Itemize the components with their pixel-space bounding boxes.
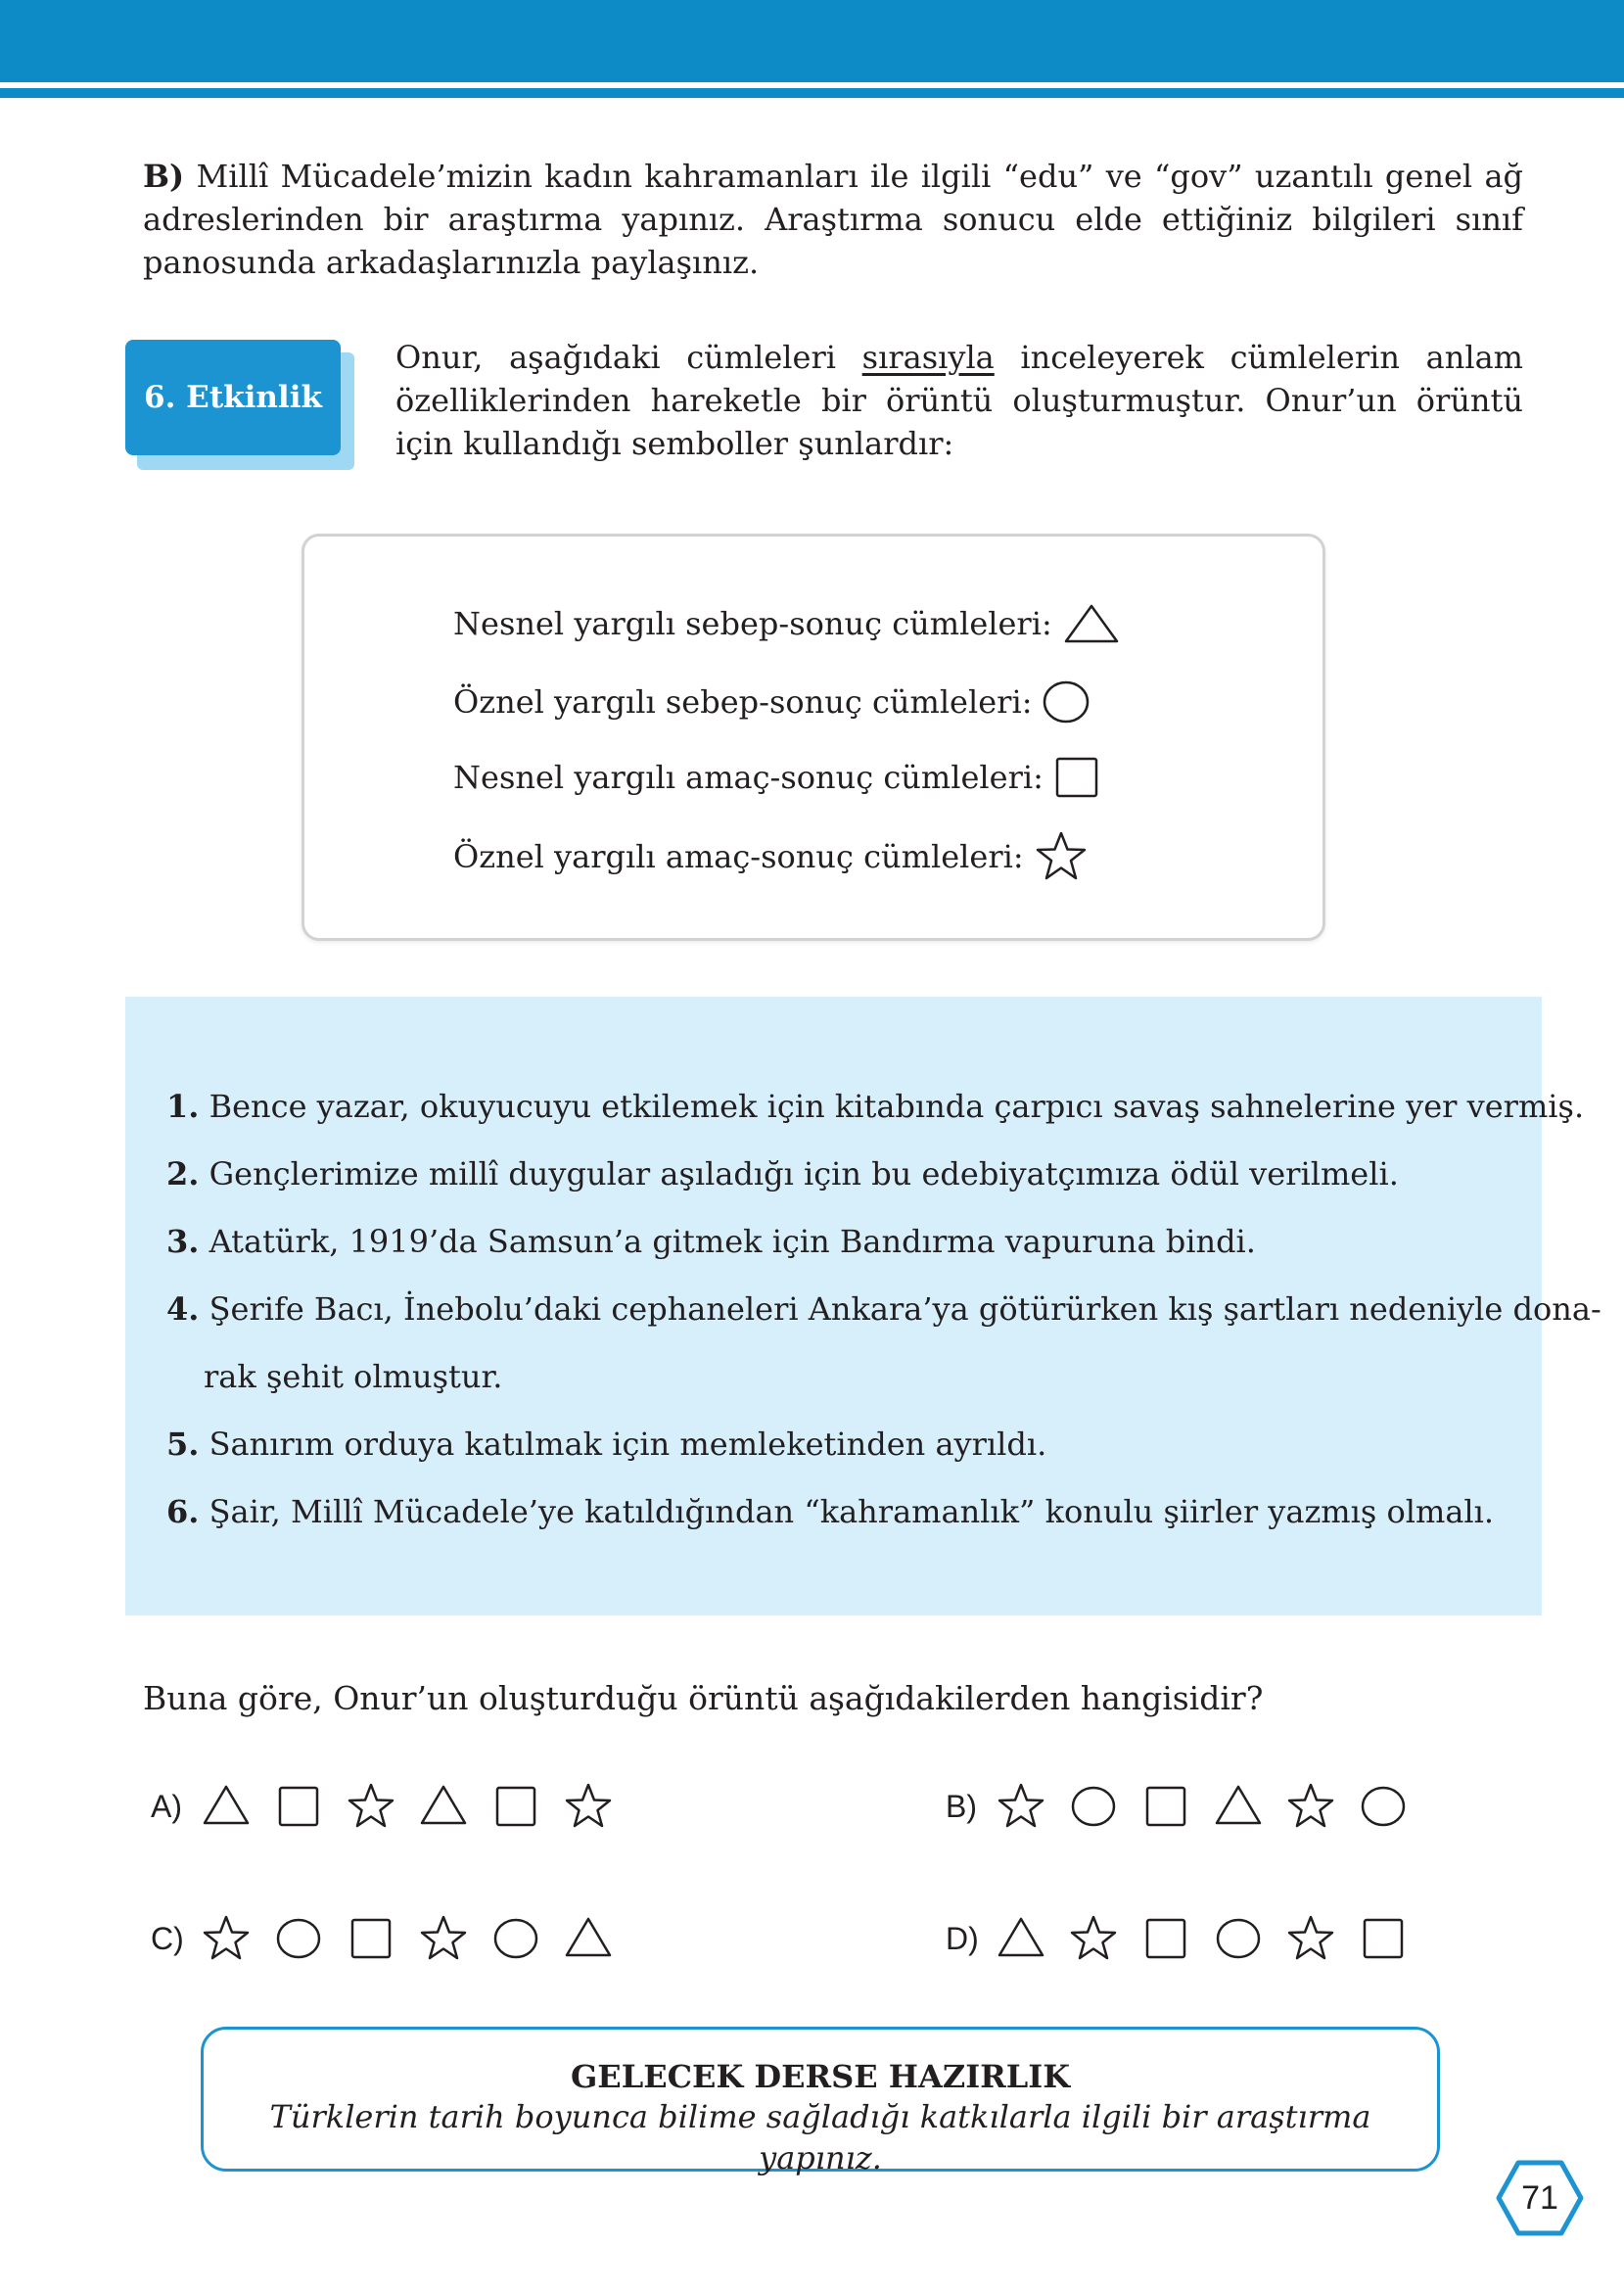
- activity-intro-before: Onur, aşağıdaki cümleleri: [395, 339, 862, 376]
- star-icon: [1286, 1782, 1335, 1831]
- circle-icon: [1214, 1914, 1263, 1963]
- item-text: Bence yazar, okuyucuyu etkilemek için kitabında çarpıcı savaş sahnelerine yer vermiş.: [199, 1088, 1585, 1125]
- activity-intro-after: inceleyerek cümlelerin anlam özelliklerinden hareketle bir örüntü oluşturmuştur. Onur’un örüntü için kullandığı semboller şunlardır:: [395, 339, 1523, 462]
- circle-icon: [491, 1914, 540, 1963]
- symbol-row: [453, 755, 1100, 800]
- item-text: Şair, Millî Mücadele’ye katıldığından “kahramanlık” konulu şiirler yazmış olmalı.: [199, 1493, 1495, 1530]
- list-item: [166, 1286, 1601, 1332]
- list-item: [166, 1151, 1508, 1196]
- option-shapes: [202, 1782, 636, 1831]
- option-a[interactable]: [151, 1782, 636, 1831]
- item-number: 3.: [166, 1223, 200, 1260]
- triangle-icon: [202, 1782, 251, 1831]
- item-number: 1.: [166, 1088, 200, 1125]
- list-item: [166, 1489, 1508, 1534]
- item-number: 2.: [166, 1155, 200, 1192]
- triangle-icon: [997, 1914, 1045, 1963]
- square-icon: [1359, 1914, 1408, 1963]
- star-icon: [564, 1782, 613, 1831]
- symbol-label: Nesnel yargılı amaç-sonuç cümleleri:: [453, 759, 1044, 796]
- header-line: [0, 88, 1624, 98]
- square-icon: [274, 1782, 323, 1831]
- next-lesson-text: Türklerin tarih boyunca bilime sağladığı katkılarla ilgili bir araştırma yapınız.: [269, 2098, 1371, 2176]
- star-icon: [419, 1914, 468, 1963]
- page-number: 71: [1521, 2178, 1558, 2217]
- list-item: [166, 1422, 1508, 1467]
- symbol-row: [453, 678, 1090, 725]
- star-icon: [202, 1914, 251, 1963]
- item-number: 4.: [166, 1290, 200, 1328]
- item-number: 6.: [166, 1493, 200, 1530]
- option-shapes: [202, 1914, 636, 1963]
- option-label: B): [946, 1788, 977, 1824]
- section-b-paragraph: [143, 155, 1523, 284]
- symbol-label: Öznel yargılı sebep-sonuç cümleleri:: [453, 683, 1033, 721]
- circle-icon: [1359, 1782, 1408, 1831]
- item-text: Sanırım orduya katılmak için memleketinden ayrıldı.: [199, 1426, 1047, 1463]
- star-icon: [1069, 1914, 1118, 1963]
- page-number-badge: [1495, 2159, 1585, 2237]
- next-lesson-box: [201, 2027, 1440, 2176]
- item-text-continuation: rak şehit olmuştur.: [204, 1358, 503, 1395]
- symbol-label: Öznel yargılı amaç-sonuç cümleleri:: [453, 838, 1024, 875]
- symbol-row: [453, 830, 1089, 883]
- list-item: [166, 1084, 1585, 1129]
- square-icon: [1141, 1914, 1190, 1963]
- symbol-label: Nesnel yargılı sebep-sonuç cümleleri:: [453, 605, 1052, 642]
- option-d[interactable]: [946, 1914, 1431, 1963]
- square-icon: [1053, 755, 1100, 800]
- option-label: D): [946, 1920, 979, 1956]
- circle-icon: [274, 1914, 323, 1963]
- triangle-icon: [564, 1914, 613, 1963]
- square-icon: [491, 1782, 540, 1831]
- question-text: Buna göre, Onur’un oluşturduğu örüntü aşağıdakilerden hangisidir?: [143, 1679, 1264, 1717]
- option-shapes: [997, 1782, 1431, 1831]
- option-c[interactable]: [151, 1914, 636, 1963]
- item-text: Şerife Bacı, İnebolu’daki cephaneleri Ankara’ya götürürken kış şartları nedeniyle dona-: [199, 1290, 1601, 1328]
- triangle-icon: [1062, 602, 1121, 645]
- symbol-legend-box: [302, 534, 1325, 941]
- option-shapes: [997, 1914, 1431, 1963]
- list-item: [166, 1219, 1508, 1264]
- header-bar: [0, 0, 1624, 82]
- option-label: C): [151, 1920, 184, 1956]
- symbol-row: [453, 602, 1121, 645]
- star-icon: [347, 1782, 395, 1831]
- section-b-label: B): [143, 158, 185, 195]
- activity-intro-underlined: sırasıyla: [861, 339, 995, 376]
- star-icon: [1286, 1914, 1335, 1963]
- triangle-icon: [419, 1782, 468, 1831]
- next-lesson-title: GELECEK DERSE HAZIRLIK: [570, 2058, 1071, 2095]
- square-icon: [1141, 1782, 1190, 1831]
- list-item-continuation: [166, 1354, 1508, 1399]
- activity-intro: [395, 336, 1523, 465]
- option-b[interactable]: [946, 1782, 1431, 1831]
- circle-icon: [1042, 678, 1090, 725]
- item-number: 5.: [166, 1426, 200, 1463]
- section-b-text: Millî Mücadele’mizin kadın kahramanları ile ilgili “edu” ve “gov” uzantılı genel ağ adreslerinden bir araştırma yapınız. Araştırma sonucu elde ettiğiniz bilgileri sınıf panosunda arkadaşlarınızla paylaşınız.: [143, 158, 1523, 281]
- circle-icon: [1069, 1782, 1118, 1831]
- triangle-icon: [1214, 1782, 1263, 1831]
- option-label: A): [151, 1788, 182, 1824]
- star-icon: [997, 1782, 1045, 1831]
- activity-badge: 6. Etkinlik: [125, 340, 341, 455]
- star-icon: [1034, 830, 1089, 883]
- item-text: Gençlerimize millî duygular aşıladığı için bu edebiyatçımıza ödül verilmeli.: [199, 1155, 1399, 1192]
- item-text: Atatürk, 1919’da Samsun’a gitmek için Bandırma vapuruna bindi.: [199, 1223, 1256, 1260]
- square-icon: [347, 1914, 395, 1963]
